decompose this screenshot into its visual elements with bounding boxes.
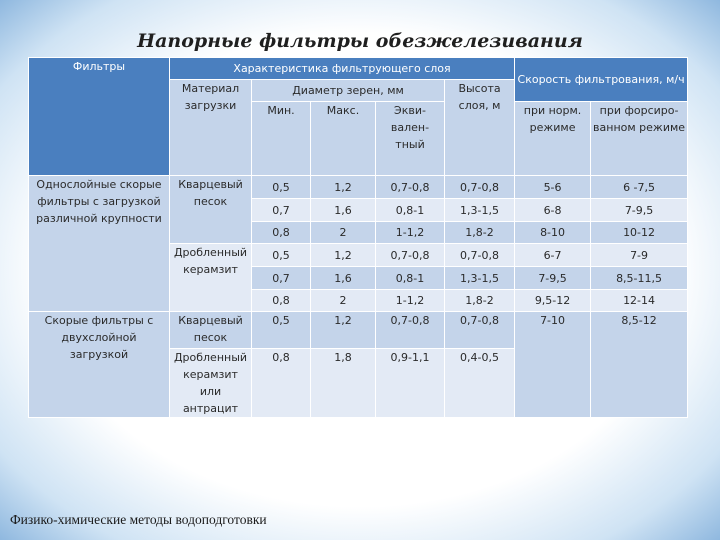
header-equiv: Экви- вален- тный [376, 102, 445, 176]
cell-min: 0,5 [252, 244, 311, 267]
cell-equiv: 0,7-0,8 [376, 244, 445, 267]
cell-speed-forced: 8,5-12 [591, 312, 688, 418]
cell-min: 0,7 [252, 267, 311, 290]
header-forced: при форсиро- ванном режиме [591, 102, 688, 176]
cell-min: 0,8 [252, 349, 311, 418]
page-title: Напорные фильтры обезжелезивания [137, 30, 583, 52]
header-min: Мин. [252, 102, 311, 176]
cell-equiv: 0,8-1 [376, 267, 445, 290]
cell-equiv: 0,7-0,8 [376, 176, 445, 199]
cell-height: 1,8-2 [445, 290, 515, 312]
cell-max: 1,2 [311, 176, 376, 199]
footer-caption: Физико-химические методы водоподготовки [10, 512, 267, 527]
material-label: Кварцевый песок [170, 176, 252, 244]
header-material: Материал загрузки [170, 80, 252, 176]
header-max: Макс. [311, 102, 376, 176]
cell-height: 0,4-0,5 [445, 349, 515, 418]
cell-max: 1,8 [311, 349, 376, 418]
cell-height: 1,8-2 [445, 222, 515, 244]
cell-min: 0,7 [252, 199, 311, 222]
header-speed: Скорость фильтрования, м/ч [515, 58, 688, 102]
header-height: Высота слоя, м [445, 80, 515, 176]
cell-speed-normal: 7-9,5 [515, 267, 591, 290]
header-filters: Фильтры [29, 58, 170, 176]
cell-speed-forced: 7-9,5 [591, 199, 688, 222]
material-label: Кварцевый песок [170, 312, 252, 349]
material-label: Дробленный керамзит или антрацит [170, 349, 252, 418]
cell-speed-normal: 8-10 [515, 222, 591, 244]
cell-min: 0,5 [252, 312, 311, 349]
cell-speed-forced: 7-9 [591, 244, 688, 267]
filters-table [28, 57, 688, 418]
cell-min: 0,5 [252, 176, 311, 199]
cell-max: 1,6 [311, 267, 376, 290]
cell-max: 1,2 [311, 244, 376, 267]
material-label: Дробленный керамзит [170, 244, 252, 312]
cell-speed-normal: 7-10 [515, 312, 591, 418]
cell-speed-normal: 6-7 [515, 244, 591, 267]
cell-min: 0,8 [252, 222, 311, 244]
cell-height: 1,3-1,5 [445, 199, 515, 222]
cell-speed-forced: 6 -7,5 [591, 176, 688, 199]
cell-height: 0,7-0,8 [445, 176, 515, 199]
cell-max: 2 [311, 222, 376, 244]
cell-speed-forced: 10-12 [591, 222, 688, 244]
group-label: Скорые фильтры с двухслойной загрузкой [29, 312, 170, 418]
cell-height: 0,7-0,8 [445, 244, 515, 267]
header-characteristic: Характеристика фильтрующего слоя [170, 58, 515, 80]
cell-equiv: 0,8-1 [376, 199, 445, 222]
cell-equiv: 1-1,2 [376, 290, 445, 312]
cell-min: 0,8 [252, 290, 311, 312]
cell-equiv: 0,9-1,1 [376, 349, 445, 418]
cell-speed-forced: 8,5-11,5 [591, 267, 688, 290]
cell-speed-normal: 9,5-12 [515, 290, 591, 312]
cell-max: 1,6 [311, 199, 376, 222]
header-diameter: Диаметр зерен, мм [252, 80, 445, 102]
cell-height: 0,7-0,8 [445, 312, 515, 349]
cell-max: 1,2 [311, 312, 376, 349]
cell-speed-normal: 5-6 [515, 176, 591, 199]
group-label: Однослойные скорые фильтры с загрузкой различной крупности [29, 176, 170, 312]
cell-equiv: 1-1,2 [376, 222, 445, 244]
cell-speed-normal: 6-8 [515, 199, 591, 222]
cell-equiv: 0,7-0,8 [376, 312, 445, 349]
cell-max: 2 [311, 290, 376, 312]
cell-height: 1,3-1,5 [445, 267, 515, 290]
header-normal: при норм. режиме [515, 102, 591, 176]
cell-speed-forced: 12-14 [591, 290, 688, 312]
